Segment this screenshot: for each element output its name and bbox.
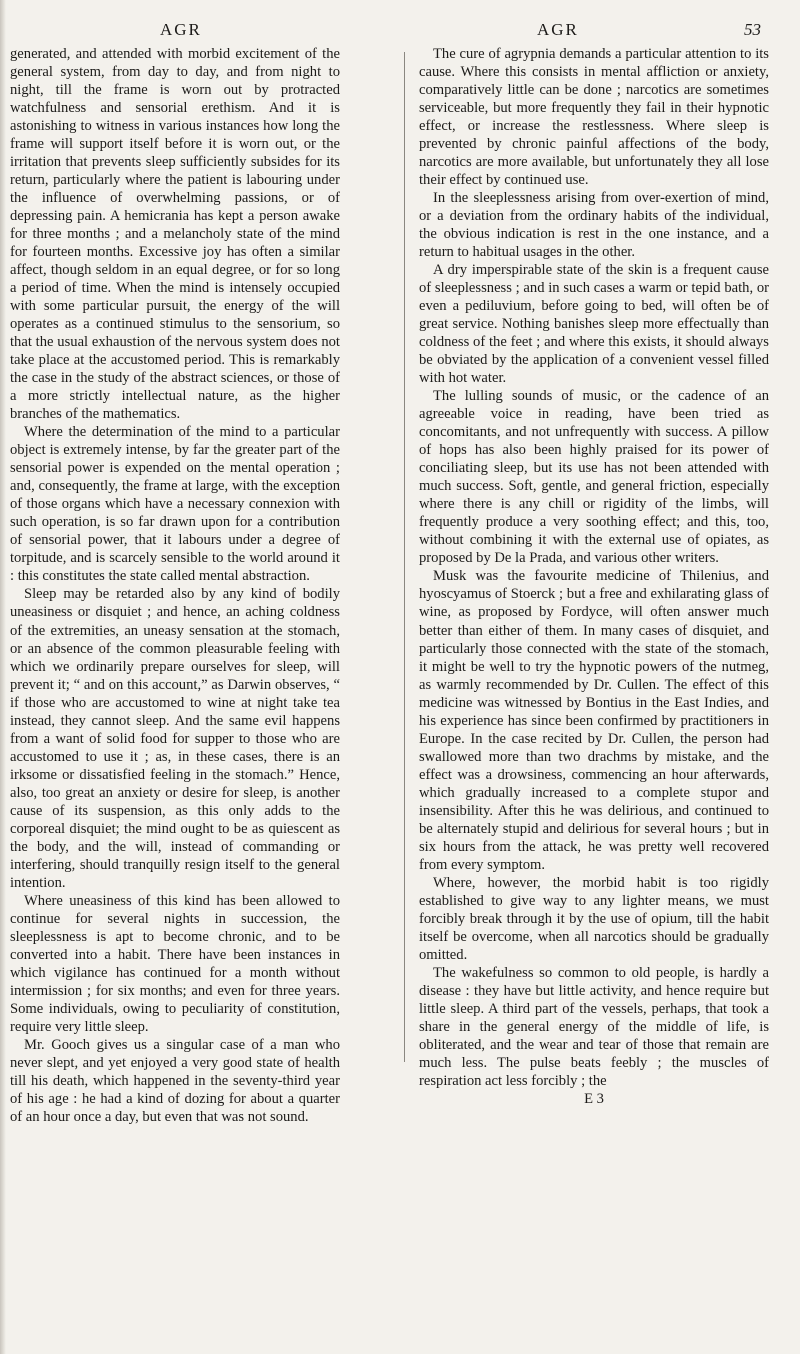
running-header	[0, 20, 800, 46]
column-divider	[404, 52, 405, 1062]
paragraph: Musk was the favourite medicine of Thilenius, and hyoscyamus of Stoerck ; but a free and exhilarating glass of wine, as proposed by Fordyce, will often answer much better than either of them. In many cases of disquiet, and particularly those connected with the state of the stomach, it might be well to try the hypnotic powers of the nutmeg, as warmly recommended by Dr. Cullen. The effect of this medicine was witnessed by Bontius in the East Indies, and his experience has since been confirmed by practitioners in Europe. In the case recited by Dr. Cullen, the person had swallowed more than two drachms by mistake, and the effect was a drowsiness, commencing an hour afterwards, which gradually increased to a complete stupor and insensibility. After this he was delirious, and continued to be alternately stupid and delirious for several hours ; but in six hours from the attack, he was pretty well recovered from every symptom.	[419, 568, 769, 873]
paragraph: Mr. Gooch gives us a singular case of a man who never slept, and yet enjoyed a very good state of health till his death, which happened in the seventy-third year of his age : he had a kind of dozing for about a quarter of an hour once a day, but even that was not sound.	[10, 1036, 340, 1125]
paragraph: Where the determination of the mind to a particular object is extremely intense, by far the greater part of the sensorial power is expended on the mental operation ; and, consequently, the frame at large, with the exception of those organs which have a necessary connexion with such operation, is so far drawn upon for a contribution of sensorial power, that it labours under a degree of torpitude, and is scarcely sensible to the world around it : this constitutes the state called mental abstraction.	[10, 424, 340, 585]
paragraph: The wakefulness so common to old people, is hardly a disease : they have but little activity, and hence require but little sleep. A third part of the vessels, perhaps, that took a share in the general energy of the middle of life, is obliterated, and the wear and tear of those that remain are much less. The pulse beats feebly ; the muscles of respiration act less forcibly ; the	[419, 964, 769, 1089]
paragraph: Where, however, the morbid habit is too rigidly established to give way to any lighter means, we must forcibly break through it by the use of opium, till the habit itself be overcome, when all narcotics should be gradually omitted.	[419, 874, 769, 963]
signature-mark: E 3	[584, 1090, 604, 1107]
page-number: 53	[744, 20, 761, 39]
paragraph: The lulling sounds of music, or the cadence of an agreeable voice in reading, have been tried as concomitants, and not unfrequently with success. A pillow of hops has also been highly praised for its power of conciliating sleep, but its use has not been attended with much success. Soft, gentle, and general friction, especially where there is any chill or rigidity of the limbs, will frequently produce a very soothing effect; and this, too, without combining it with the external use of opiates, as proposed by De la Prada, and various other writers.	[419, 388, 769, 567]
paragraph: A dry imperspirable state of the skin is a frequent cause of sleeplessness ; and in such cases a warm or tepid bath, or even a pediluvium, before going to bed, will often be of great service. Nothing banishes sleep more effectually than coldness of the feet ; and where this exists, it should always be obviated by the application of a convenient vessel filled with hot water.	[419, 262, 769, 387]
paragraph: Sleep may be retarded also by any kind of bodily uneasiness or disquiet ; and hence, an aching coldness of the extremities, an uneasy sensation at the stomach, or an absence of the common pleasurable feeling with which we ordinarily prepare ourselves for sleep, will prevent it; “ and on this account,” as Darwin observes, “ if those who are accustomed to wine at night take tea instead, they cannot sleep. And the same evil happens from a want of solid food for supper to those who are accustomed to use it ; as, in these cases, there is an irksome or dissatisfied feeling in the stomach.” Hence, also, too great an anxiety or desire for sleep, is another cause of its suspension, as this only adds to the corporeal disquiet; the mind ought to be as quiescent as the body, and the will, instead of commanding or interfering, should tranquilly resign itself to the general intention.	[10, 586, 340, 891]
left-column	[10, 45, 340, 1126]
right-column	[419, 45, 769, 1108]
paragraph: Where uneasiness of this kind has been allowed to continue for several nights in succession, the sleeplessness is apt to become chronic, and to be converted into a habit. There have been instances in which vigilance has continued for a month without intermission ; for six months; and even for three years. Some individuals, owing to peculiarity of constitution, require very little sleep.	[10, 892, 340, 1035]
paragraph: In the sleeplessness arising from over-exertion of mind, or a deviation from the ordinary habits of the individual, the obvious indication is rest in the one instance, and a return to habitual usages in the other.	[419, 190, 769, 261]
paragraph: generated, and attended with morbid excitement of the general system, from day to day, and from night to night, till the frame is worn out by protracted watchfulness and sensorial erethism. And it is astonishing to witness in various instances how long the frame will support itself before it is worn out, or the irritation that prevents sleep sufficiently subsides for its return, particularly where the patient is labouring under the influence of overwhelming passions, or of depressing pain. A hemicrania has kept a person awake for three months ; and a melancholy state of the mind for fourteen months. Excessive joy has often a similar affect, though seldom in an equal degree, or for so long a period of time. When the mind is intensely occupied with some particular pursuit, the energy of the will operates as a continued stimulus to the sensorium, so that the usual exhaustion of the nervous system does not take place at the accustomed period. This is remarkably the case in the study of the abstract sciences, or those of a more strictly intellectual nature, as the higher branches of the mathematics.	[10, 46, 340, 423]
right-running-title: AGR	[537, 20, 579, 39]
page-edge-shadow	[0, 0, 6, 1354]
paragraph: The cure of agrypnia demands a particular attention to its cause. Where this consists in mental affliction or anxiety, comparatively little can be done ; narcotics are sometimes serviceable, but more frequently they fail in their hypnotic effect, or increase the restlessness. Where sleep is prevented by chronic painful affections of the body, narcotics are more available, but unfortunately they all lose their effect by continued use.	[419, 46, 769, 189]
left-running-title: AGR	[160, 20, 202, 39]
